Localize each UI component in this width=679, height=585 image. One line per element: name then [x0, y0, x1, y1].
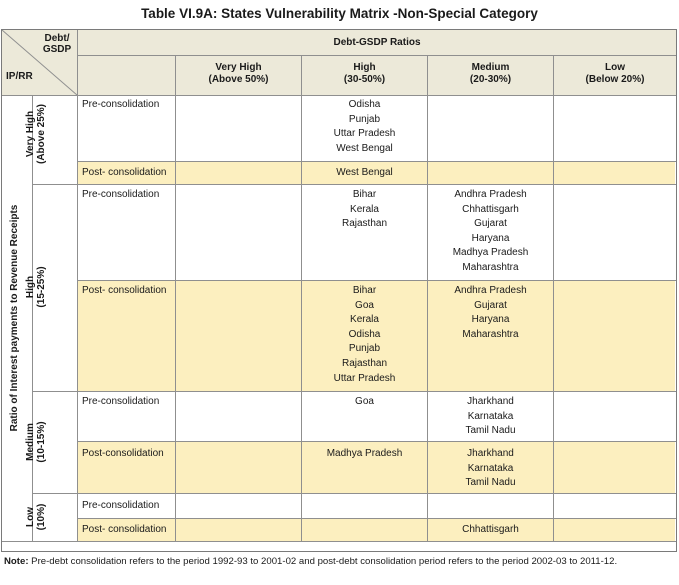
period-label: Post- consolidation [82, 167, 167, 178]
state-name: Goa [355, 299, 374, 311]
state-name: Chhattisgarh [462, 524, 519, 535]
corner-label-line: Debt/ [44, 33, 70, 44]
grid-line [2, 95, 676, 96]
cell-states [302, 98, 427, 156]
grid-line [32, 184, 676, 185]
grid-line [77, 280, 676, 281]
group-label: Very High [25, 110, 36, 158]
state-name: Odisha [348, 328, 381, 340]
group-range: (15-25%) [36, 266, 47, 308]
state-name: West Bengal [336, 167, 393, 178]
cell-states [428, 523, 553, 538]
cell-states [302, 284, 427, 386]
state-name: Gujarat [474, 218, 507, 230]
column-label: Medium [471, 62, 510, 73]
state-name: Odisha [348, 99, 381, 110]
column-range: (Below 20%) [585, 74, 645, 85]
state-name: Madhya Pradesh [326, 448, 403, 459]
period-label: Pre-consolidation [82, 500, 160, 511]
period-label: Post- consolidation [82, 524, 167, 535]
cell-states [302, 166, 427, 181]
state-name: Maharashtra [462, 328, 519, 340]
state-name: Tamil Nadu [465, 425, 516, 437]
cell-states [302, 447, 427, 462]
state-name: Goa [355, 396, 374, 407]
row-band-post [78, 519, 675, 541]
group-label: Medium [25, 423, 36, 461]
period-label: Post-consolidation [82, 448, 164, 459]
column-range: (Above 50%) [208, 74, 269, 85]
column-header-very-high [176, 62, 301, 86]
state-name: Punjab [348, 343, 381, 355]
state-name: Chhattisgarh [462, 203, 519, 215]
group-range: (Above 25%) [36, 104, 47, 165]
row-group-high [25, 242, 49, 332]
state-name: Uttar Pradesh [333, 372, 396, 384]
column-header-high [302, 62, 427, 86]
corner-label-line: GSDP [42, 44, 72, 55]
grid-line [77, 30, 78, 541]
period-label: Pre-consolidation [82, 189, 160, 200]
state-name: Kerala [350, 314, 379, 326]
state-name: Punjab [348, 113, 381, 125]
note-text: Pre-debt consolidation refers to the period 1992-93 to 2001-02 and post-debt consolidation period refers to the period 2002-03 to 2011-12. [28, 556, 618, 567]
cell-states [302, 188, 427, 232]
state-name: Andhra Pradesh [454, 189, 527, 200]
note-label: Note: [4, 556, 29, 567]
grid-line [175, 55, 176, 541]
state-name: Madhya Pradesh [452, 247, 529, 259]
state-name: Rajasthan [341, 357, 388, 369]
column-label: High [353, 62, 376, 73]
state-name: Jharkhand [467, 448, 514, 459]
table-title: Table VI.9A: States Vulnerability Matrix -Non-Special Category [141, 6, 538, 21]
state-name: Bihar [352, 285, 377, 296]
table-note [4, 556, 617, 567]
grid-line [32, 493, 676, 494]
grid-line [77, 441, 676, 442]
column-label: Low [605, 62, 625, 73]
grid-line [32, 391, 676, 392]
period-label: Post- consolidation [82, 285, 167, 296]
state-name: Kerala [350, 203, 379, 215]
period-label: Pre-consolidation [82, 396, 160, 407]
column-range: (30-50%) [343, 74, 386, 85]
cell-states [428, 188, 553, 276]
cell-states [428, 284, 553, 342]
state-name: Bihar [352, 189, 377, 200]
group-label: High [25, 275, 36, 299]
state-name: Rajasthan [341, 218, 388, 230]
state-name: Andhra Pradesh [454, 285, 527, 296]
state-name: Haryana [471, 232, 510, 244]
column-range: (20-30%) [469, 74, 512, 85]
column-header-medium [428, 62, 553, 86]
state-name: Gujarat [474, 299, 507, 311]
grid-line [77, 161, 676, 162]
cell-states [428, 447, 553, 491]
state-name: Karnataka [467, 462, 514, 474]
period-label: Pre-consolidation [82, 99, 160, 110]
group-range: (10-15%) [36, 421, 47, 463]
state-name: Uttar Pradesh [333, 128, 396, 140]
column-label: Very High [215, 62, 262, 73]
state-name: West Bengal [336, 142, 393, 154]
grid-line [2, 541, 676, 542]
group-label: Low [25, 507, 36, 527]
column-group-header: Debt-GSDP Ratios [333, 37, 421, 48]
corner-debt-gsdp-label [38, 33, 76, 55]
state-name: Karnataka [467, 410, 514, 422]
row-axis-label: Ratio of Interest payments to Revenue Receipts [9, 204, 20, 432]
state-name: Haryana [471, 314, 510, 326]
row-group-low [25, 472, 49, 562]
row-group-very-high [25, 89, 49, 179]
state-name: Maharashtra [462, 261, 519, 273]
state-name: Jharkhand [467, 396, 514, 407]
grid-line [77, 518, 676, 519]
cell-states [302, 395, 427, 410]
grid-line [553, 55, 554, 541]
column-header-low [554, 62, 676, 86]
group-range: (10%) [36, 503, 47, 531]
corner-ip-rr-label: IP/RR [6, 71, 33, 82]
state-name: Tamil Nadu [465, 477, 516, 489]
cell-states [428, 395, 553, 439]
grid-line [77, 55, 676, 56]
